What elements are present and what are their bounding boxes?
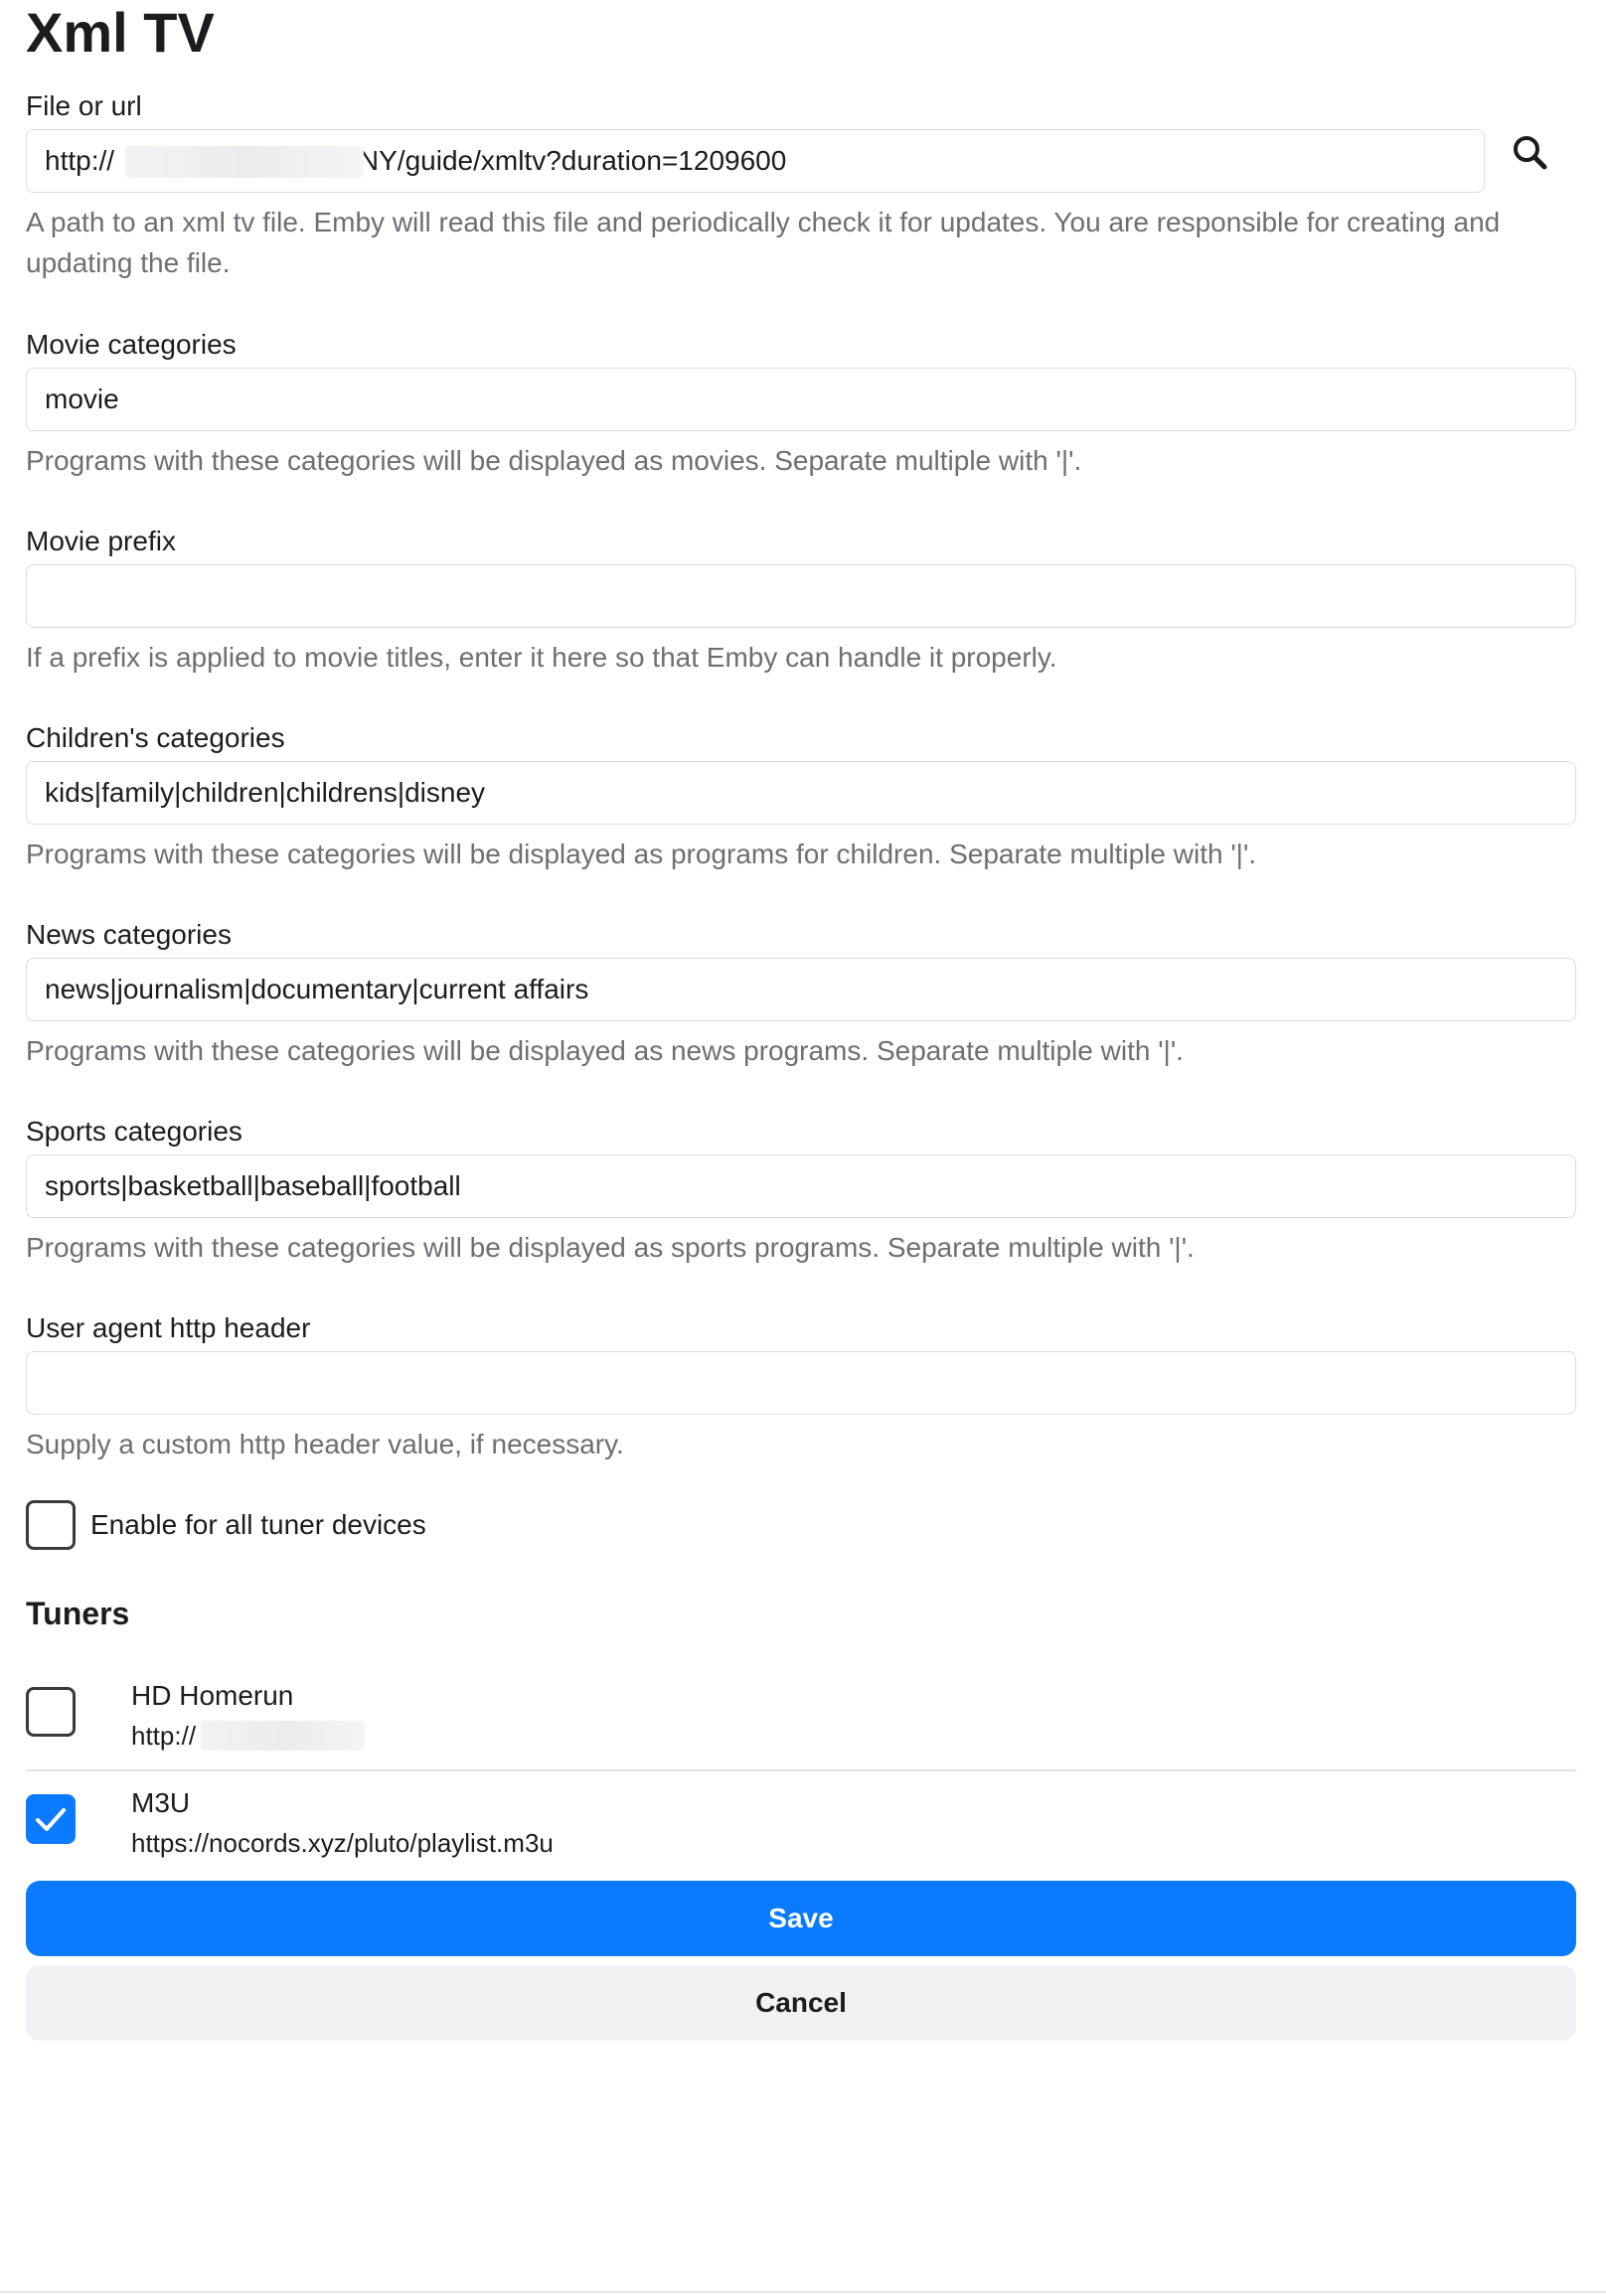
tuner-checkbox-m3u[interactable]	[26, 1794, 76, 1844]
tuner-url: https://nocords.xyz/pluto/playlist.m3u	[131, 1828, 554, 1858]
news-categories-label: News categories	[26, 919, 232, 950]
file-url-label: File or url	[26, 90, 142, 121]
tuners-title: Tuners	[26, 1596, 130, 1631]
checkmark-icon	[29, 1797, 73, 1841]
children-categories-label: Children's categories	[26, 722, 285, 753]
children-categories-help: Programs with these categories will be displayed as programs for children. Separate multiple with '|'.	[26, 839, 1257, 869]
enable-all-label[interactable]: Enable for all tuner devices	[90, 1509, 426, 1540]
save-button[interactable]: Save	[26, 1881, 1576, 1956]
tuner-name: M3U	[131, 1787, 191, 1818]
news-categories-input[interactable]	[26, 958, 1576, 1021]
sports-categories-input[interactable]	[26, 1154, 1576, 1218]
tuner-name: HD Homerun	[131, 1680, 294, 1711]
children-categories-input[interactable]	[26, 761, 1576, 825]
movie-prefix-help: If a prefix is applied to movie titles, enter it here so that Emby can handle it properly.	[26, 642, 1057, 673]
page-bottom-border	[0, 2291, 1606, 2293]
user-agent-input[interactable]	[26, 1351, 1576, 1415]
file-url-help: A path to an xml tv file. Emby will read this file and periodically check it for updates. You are responsible for creating and updating the file.	[26, 207, 1501, 278]
redacted-host	[125, 146, 364, 178]
movie-categories-help: Programs with these categories will be displayed as movies. Separate multiple with '|'.	[26, 445, 1082, 476]
tuner-url: http://	[131, 1721, 197, 1751]
user-agent-label: User agent http header	[26, 1312, 311, 1343]
movie-prefix-input[interactable]	[26, 564, 1576, 628]
user-agent-help: Supply a custom http header value, if necessary.	[26, 1429, 624, 1459]
sports-categories-label: Sports categories	[26, 1116, 242, 1147]
search-icon[interactable]	[1507, 129, 1554, 177]
page-title: Xml TV	[26, 1, 215, 64]
movie-prefix-label: Movie prefix	[26, 526, 176, 556]
tuner-checkbox-hd-homerun[interactable]	[26, 1687, 76, 1737]
sports-categories-help: Programs with these categories will be displayed as sports programs. Separate multiple with '|'.	[26, 1232, 1195, 1263]
redacted-host	[201, 1721, 365, 1751]
news-categories-help: Programs with these categories will be displayed as news programs. Separate multiple with '|'.	[26, 1035, 1184, 1066]
movie-categories-input[interactable]	[26, 368, 1576, 431]
tuner-divider	[26, 1769, 1576, 1771]
enable-all-checkbox[interactable]	[26, 1500, 76, 1550]
cancel-button[interactable]: Cancel	[26, 1965, 1576, 2041]
movie-categories-label: Movie categories	[26, 329, 237, 360]
